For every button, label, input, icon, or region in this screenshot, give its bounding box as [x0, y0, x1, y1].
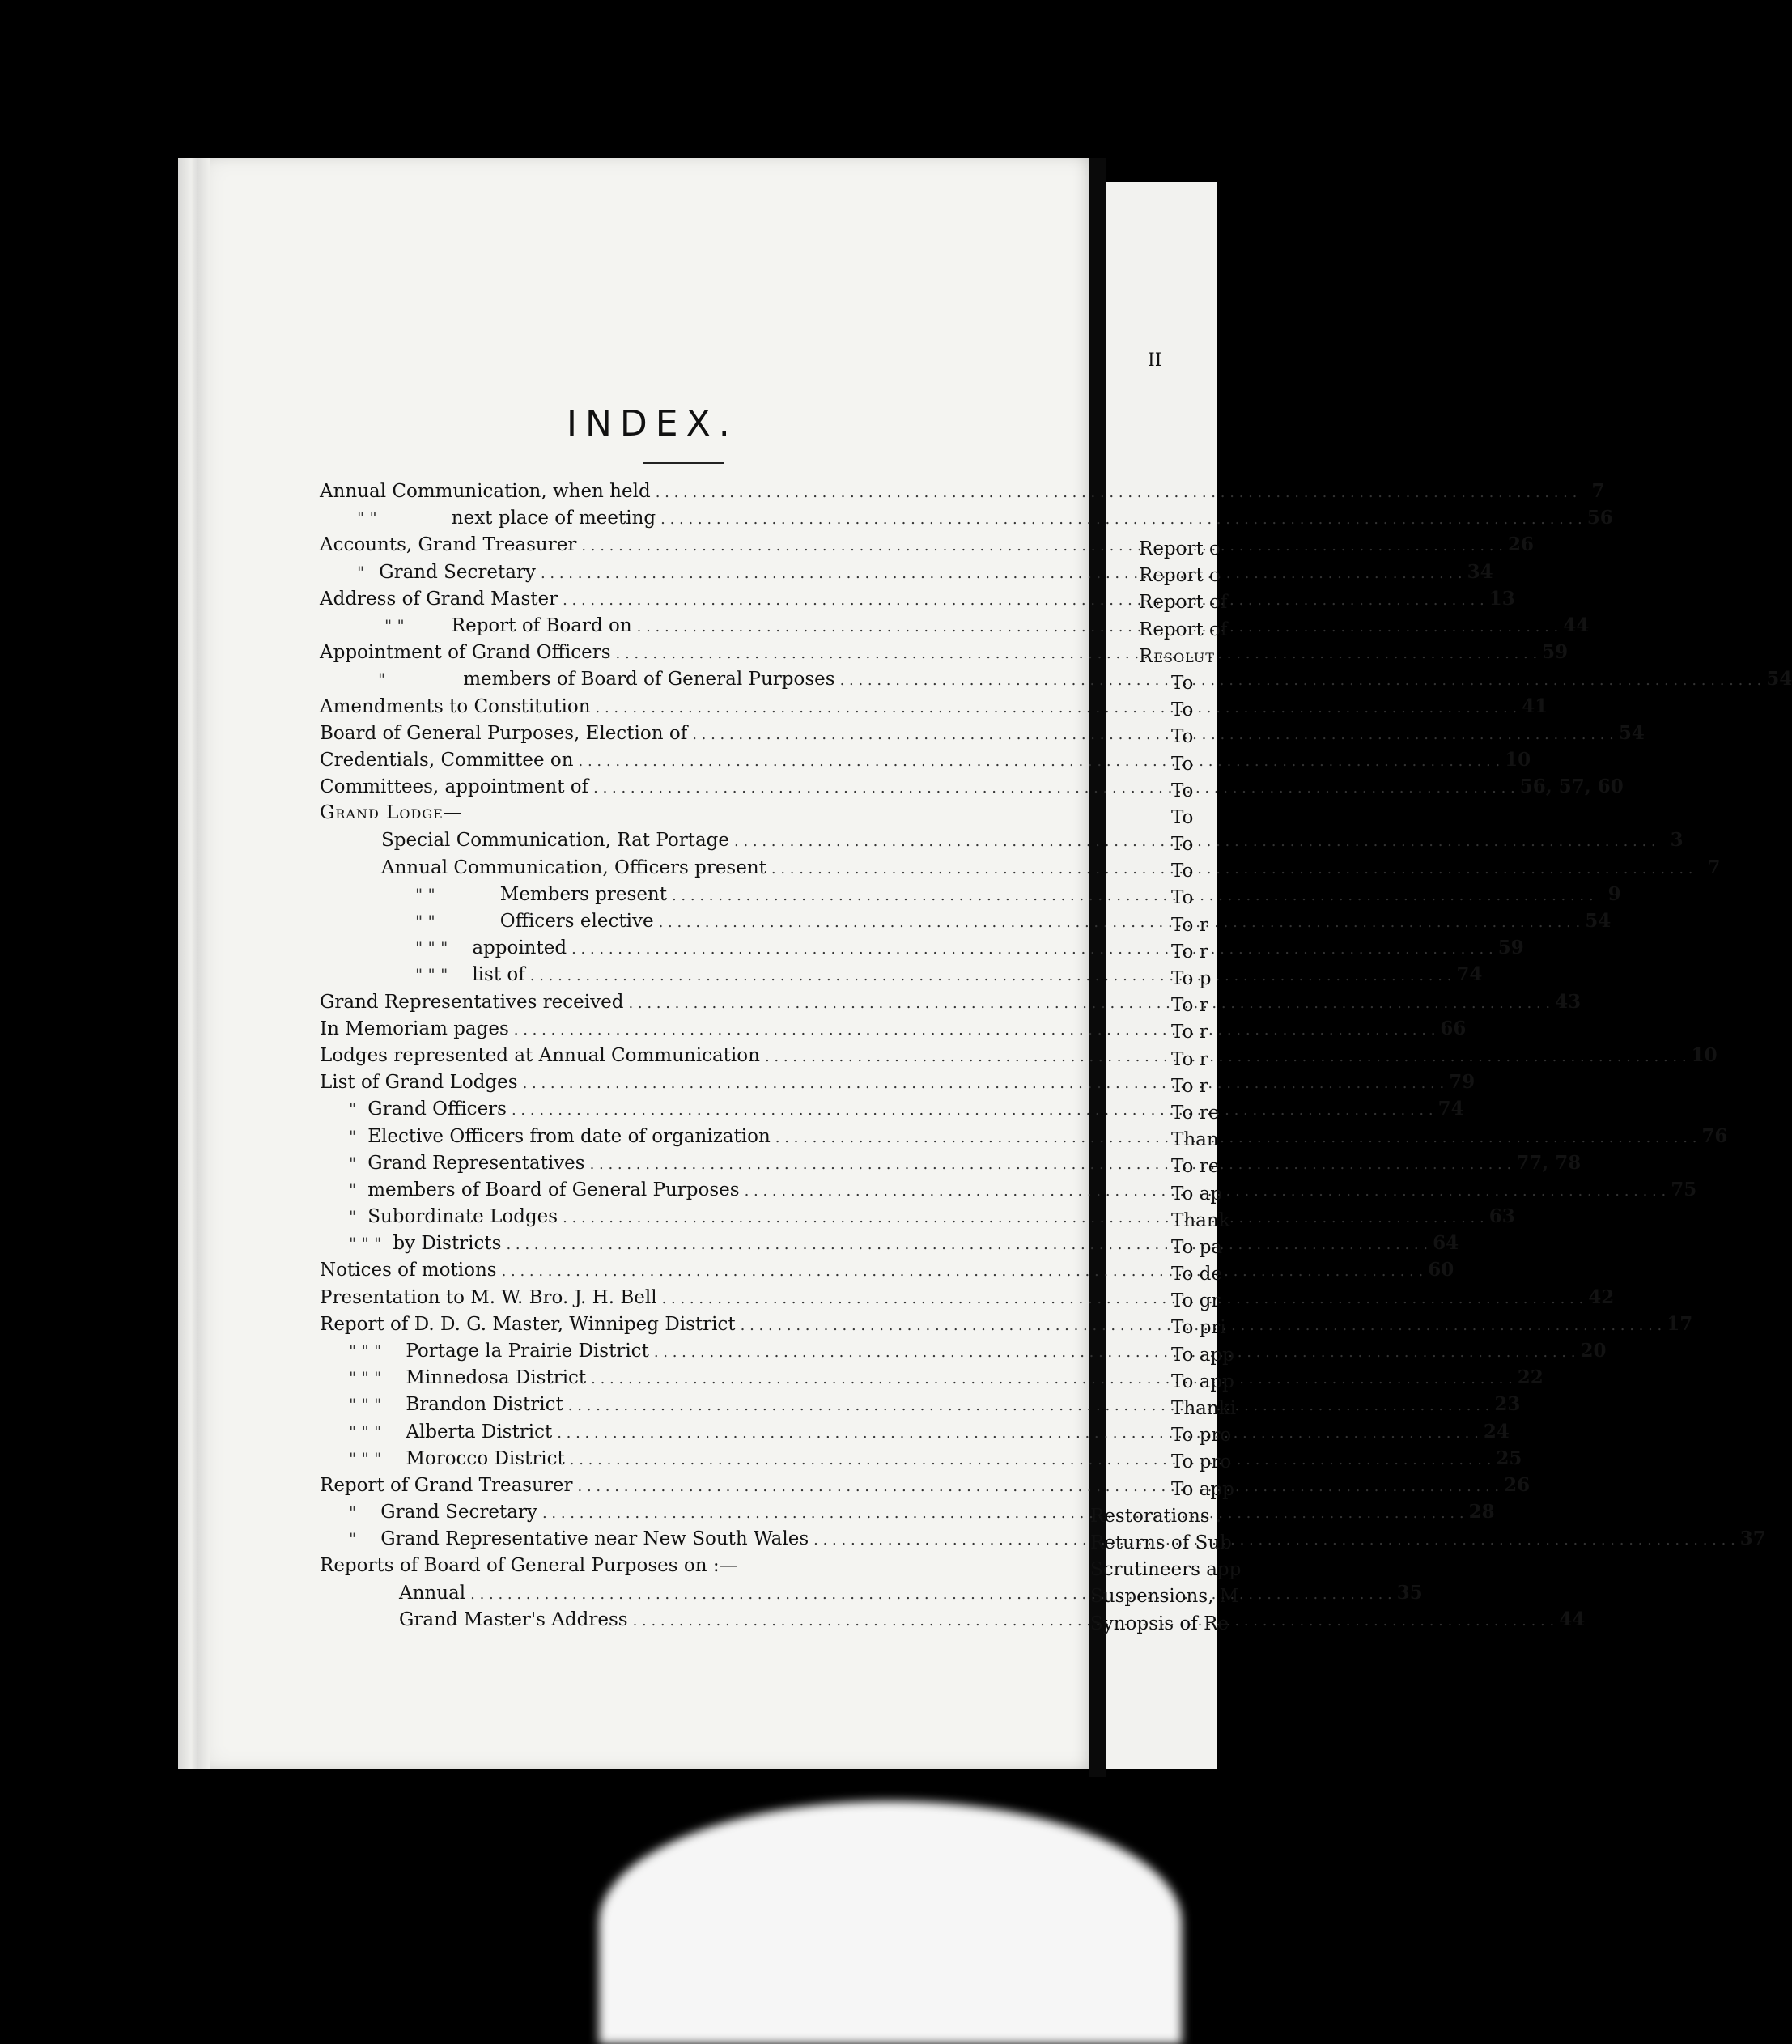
right-line: To r [1171, 1022, 1208, 1043]
right-line: To app [1171, 1370, 1234, 1392]
entry-page: 76 [1701, 1124, 1728, 1147]
entry-label: members of Board of General Purposes [367, 1179, 740, 1200]
entry-label: next place of meeting [451, 508, 656, 529]
entry-label: Reports of Board of General Purposes on :— [320, 1554, 738, 1576]
ditto-mark: " " " [349, 1421, 382, 1442]
entry-label: Special Communication, Rat Portage [381, 830, 730, 852]
entry-page: 44 [1559, 1608, 1586, 1630]
entry-page: 23 [1494, 1393, 1521, 1416]
right-line: Report o [1139, 565, 1221, 587]
entry-page: 9 [1607, 882, 1621, 905]
ditto-mark: " " [415, 912, 435, 931]
entry-page: 28 [1468, 1501, 1495, 1523]
right-line: To p [1171, 968, 1212, 989]
ditto-mark: " " " [349, 1341, 382, 1361]
entry-page: 25 [1496, 1447, 1522, 1469]
entry-label: Credentials, Committee on [320, 749, 574, 771]
right-line: To ap [1171, 1183, 1223, 1205]
ditto-mark: " " [384, 615, 405, 635]
ditto-mark: " [349, 1126, 357, 1146]
entry-page: 26 [1504, 1473, 1531, 1496]
page-number: II [1148, 351, 1162, 371]
ditto-mark: " " " [415, 938, 448, 958]
index-title: INDEX. [567, 403, 738, 444]
entry-label: Annual Communication, Officers present [381, 856, 766, 878]
right-line: Returns of Sub [1090, 1532, 1232, 1553]
right-line: Suspensions, M [1090, 1586, 1239, 1608]
page-edge [178, 158, 210, 1769]
right-line: To re [1171, 1102, 1220, 1124]
ditto-mark: " " " [349, 1234, 382, 1254]
right-line: Than [1171, 1129, 1219, 1151]
index-entry [320, 695, 1548, 722]
entry-page: 34 [1467, 560, 1493, 583]
entry-label: Report of Board on [451, 614, 632, 636]
right-line: To r [1171, 995, 1208, 1017]
entry-label: Grand Representatives [367, 1152, 585, 1174]
entry-label: Annual Communication, when held [320, 481, 651, 502]
entry-page: 64 [1433, 1232, 1459, 1255]
entry-label: List of Grand Lodges [320, 1072, 518, 1094]
ditto-mark: " " [357, 508, 377, 529]
right-line: Thanki [1171, 1398, 1236, 1419]
ditto-mark: " " " [349, 1395, 382, 1415]
entry-page: 54 [1618, 721, 1645, 744]
entry-page: 44 [1563, 614, 1590, 636]
ditto-mark: " [357, 562, 365, 582]
index-entry [320, 614, 1590, 641]
entry-page: 22 [1517, 1366, 1544, 1389]
entry-label: Grand Lodge— [320, 802, 463, 824]
entry-page: 43 [1555, 990, 1582, 1013]
right-line: To [1171, 672, 1194, 694]
entry-page: 3 [1670, 829, 1684, 852]
light-glare [599, 1801, 1182, 2044]
entry-page: 63 [1488, 1205, 1515, 1228]
right-line: To pro [1171, 1451, 1232, 1473]
entry-label: Grand Secretary [380, 1502, 537, 1523]
entry-label: Brandon District [406, 1394, 563, 1416]
ditto-mark: " [378, 669, 386, 690]
entry-label: Annual [399, 1582, 466, 1604]
entry-page: 59 [1542, 641, 1569, 664]
right-line: Thank [1171, 1209, 1230, 1231]
index-entry-heading [320, 1555, 1040, 1582]
entry-label: Grand Secretary [379, 561, 536, 583]
entry-page: 77, 78 [1516, 1151, 1582, 1174]
right-line: To pa [1171, 1236, 1223, 1258]
right-line: Synopsis of Re [1090, 1613, 1229, 1634]
ditto-mark: " " " [349, 1368, 382, 1388]
right-line: To [1171, 726, 1194, 748]
right-line: To [1171, 887, 1194, 909]
entry-label: Elective Officers from date of organization [367, 1125, 771, 1147]
right-line: Report of [1139, 618, 1228, 640]
right-line: To [1171, 861, 1194, 882]
entry-label: Members present [499, 883, 667, 905]
entry-label: Board of General Purposes, Election of [320, 722, 688, 744]
entry-page: 42 [1588, 1285, 1615, 1308]
right-line: To gr [1171, 1290, 1221, 1312]
right-line: To r [1171, 941, 1208, 963]
entry-label: Subordinate Lodges [367, 1206, 558, 1228]
right-line: To pro [1171, 1425, 1232, 1447]
entry-page: 74 [1456, 963, 1483, 986]
entry-label: Minnedosa District [406, 1367, 587, 1389]
entry-label: appointed [472, 937, 567, 959]
entry-label: Appointment of Grand Officers [320, 642, 611, 664]
title-rule [643, 462, 724, 464]
entry-label: Committees, appointment of [320, 776, 589, 798]
right-line: To [1171, 834, 1194, 856]
entry-page: 13 [1488, 587, 1515, 610]
entry-label: Notices of motions [320, 1260, 497, 1281]
entry-label: Grand Master's Address [399, 1608, 628, 1630]
ditto-mark: " [349, 1207, 357, 1227]
entry-label: Portage la Prairie District [406, 1341, 649, 1362]
entry-label: Morocco District [406, 1447, 565, 1469]
entry-page: 7 [1707, 856, 1721, 878]
right-line: To app [1171, 1344, 1234, 1366]
entry-page: 56, 57, 60 [1519, 776, 1624, 798]
entry-label: Address of Grand Master [320, 588, 558, 610]
right-line: Resolut [1139, 645, 1215, 667]
right-line: To [1171, 806, 1194, 828]
entry-label: Alberta District [406, 1421, 553, 1443]
entry-page: 79 [1449, 1071, 1476, 1094]
entry-label: In Memoriam pages [320, 1018, 509, 1039]
right-line: Restorations . [1090, 1505, 1222, 1527]
right-line: To r [1171, 1048, 1208, 1070]
ditto-mark: " " " [415, 965, 448, 985]
right-line: To app [1171, 1478, 1234, 1500]
ditto-mark: " [349, 1179, 357, 1200]
right-line: To r [1171, 1075, 1208, 1097]
entry-label: Lodges represented at Annual Communication [320, 1044, 760, 1066]
ditto-mark: " [349, 1153, 357, 1173]
right-line: To pri [1171, 1317, 1226, 1339]
entry-label: members of Board of General Purposes [463, 669, 835, 691]
ditto-mark: " [349, 1502, 357, 1523]
entry-page: 35 [1396, 1581, 1423, 1604]
right-line: To [1171, 780, 1194, 801]
entry-page: 54 [1766, 668, 1792, 691]
entry-page: 17 [1667, 1312, 1693, 1335]
entry-page: 26 [1507, 533, 1534, 556]
entry-page: 7 [1591, 480, 1605, 502]
entry-page: 24 [1483, 1420, 1510, 1443]
right-line: To de [1171, 1264, 1223, 1285]
entry-page: 66 [1440, 1017, 1467, 1039]
ditto-mark: " [349, 1529, 357, 1549]
entry-page: 74 [1437, 1098, 1464, 1120]
entry-label: Amendments to Constitution [320, 695, 591, 717]
index-entry [320, 480, 1605, 507]
entry-label: Report of Grand Treasurer [320, 1474, 573, 1496]
entry-label: Accounts, Grand Treasurer [320, 534, 577, 556]
entry-label: Grand Representative near New South Wales [380, 1528, 809, 1550]
entry-page: 41 [1522, 695, 1548, 717]
right-line: To r [1171, 914, 1208, 936]
entry-page: 37 [1739, 1528, 1766, 1550]
entry-page: 10 [1505, 748, 1531, 771]
entry-page: 56 [1586, 507, 1613, 529]
right-line: Report of [1139, 592, 1228, 614]
index-entry-heading [320, 802, 1040, 829]
entry-page: 59 [1497, 937, 1524, 959]
entry-label: Grand Officers [367, 1098, 507, 1120]
ditto-mark: " " [415, 884, 435, 904]
entry-label: Grand Representatives received [320, 991, 624, 1013]
entry-page: 60 [1428, 1259, 1454, 1281]
entry-label: list of [472, 964, 525, 986]
right-line: To re [1171, 1156, 1220, 1178]
entry-label: by Districts [393, 1233, 502, 1255]
right-line: To [1171, 699, 1194, 721]
entry-page: 75 [1671, 1178, 1697, 1200]
entry-label: Report of D. D. G. Master, Winnipeg District [320, 1313, 736, 1335]
right-line: Scrutineers app [1090, 1559, 1242, 1581]
index-entry [320, 507, 1613, 533]
right-line: To [1171, 753, 1194, 775]
right-line: Report o [1139, 538, 1221, 559]
entry-label: Officers elective [499, 911, 654, 932]
entry-label: Presentation to M. W. Bro. J. H. Bell [320, 1286, 657, 1308]
index-entry [320, 776, 1624, 802]
entry-page: 10 [1691, 1043, 1718, 1066]
entry-page: 20 [1580, 1340, 1607, 1362]
right-page-lines [1090, 538, 1242, 1640]
ditto-mark: " " " [349, 1448, 382, 1468]
entry-page: 54 [1585, 910, 1612, 932]
ditto-mark: " [349, 1099, 357, 1120]
